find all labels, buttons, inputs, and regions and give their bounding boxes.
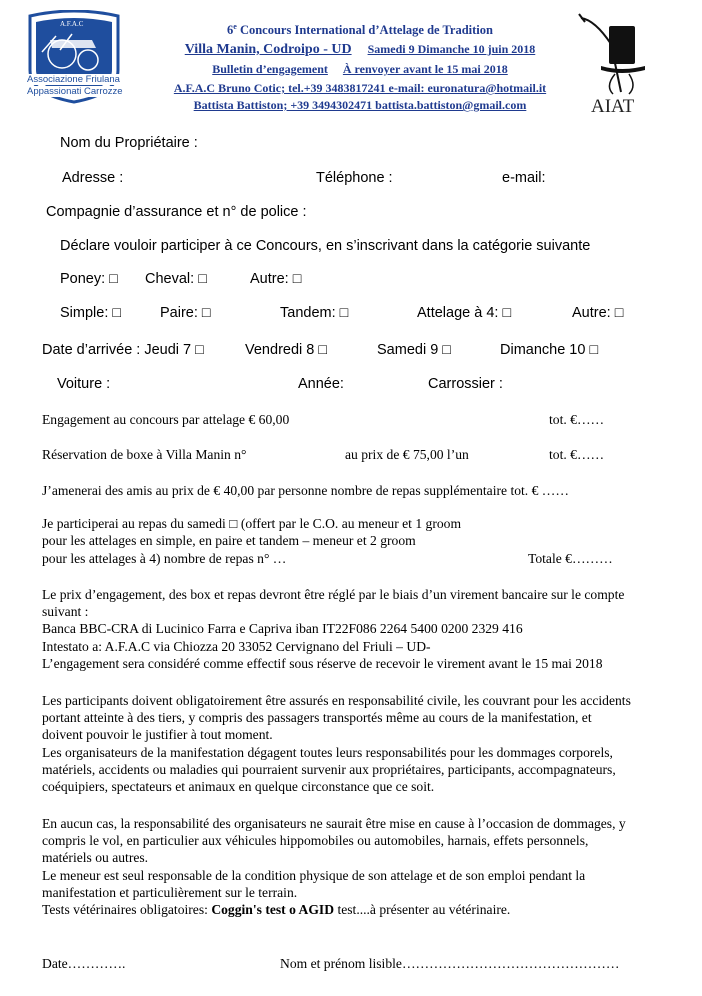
responsibility-line: matériels ou autres.: [42, 850, 149, 866]
name-field[interactable]: Nom et prénom lisible…………………………………………: [280, 956, 620, 971]
meal-line2: pour les attelages en simple, en paire et tandem – meneur et 2 groom: [42, 533, 416, 548]
liability-line: portant atteinte à des tiers, y compris des passagers transportés même au cours de la manifestation, et: [42, 710, 592, 726]
carrossier-label: Carrossier :: [428, 376, 503, 392]
arrival-dimanche-checkbox[interactable]: Dimanche 10 □: [500, 342, 599, 358]
liability-line: Les participants doivent obligatoirement être assurés en responsabilité civile, les couvrant pour les accidents: [42, 693, 631, 708]
liability-line: Les organisateurs de la manifestation dégagent toutes leurs responsabilités pour les dommages corporels,: [42, 744, 613, 760]
logo-line1: Associazione Friulana: [27, 74, 120, 85]
email-label: e-mail:: [502, 170, 546, 186]
voiture-label: Voiture :: [57, 376, 111, 392]
box-price: au prix de € 75,00 l’un: [345, 447, 469, 462]
header-line2: Villa Manin, Codroipo - UD Samedi 9 Dimanche 10 juin 2018: [184, 42, 536, 57]
logo-line2: Appassionati Carrozze: [27, 86, 123, 97]
address-label: Adresse :: [62, 170, 124, 186]
aiat-text: AIAT: [591, 96, 635, 117]
payment-line: suivant :: [42, 604, 89, 620]
top-hat-whip-icon: [575, 8, 665, 98]
meal-total: Totale €………: [528, 551, 613, 566]
arrival-vendredi-checkbox[interactable]: Vendredi 8 □: [245, 342, 328, 358]
vet-tests-line: Tests vétérinaires obligatoires: Coggin's test o AGID test....à présenter au vétérinaire.: [42, 902, 511, 918]
box-reservation: Réservation de boxe à Villa Manin n°: [42, 447, 247, 462]
responsibility-line: En aucun cas, la responsabilité des organisateurs ne saurait être mise en cause à l’occasion de dommages, y: [42, 816, 626, 831]
liability-paragraph: [42, 692, 682, 795]
friends-meal: J’amenerai des amis au prix de € 40,00 par personne nombre de repas supplémentaire tot. € ……: [42, 483, 569, 498]
autre1-checkbox[interactable]: Autre: □: [250, 271, 302, 287]
liability-line: matériels, accidents ou maladies qui pourraient survenir aux propriétaires, participants, accompagnateurs,: [42, 761, 616, 777]
responsibility-line: Le meneur est seul responsable de la condition physique de son attelage et de son emploi pendant la: [42, 867, 586, 883]
aiat-logo: [575, 8, 665, 120]
arrival-samedi-checkbox[interactable]: Samedi 9 □: [377, 342, 452, 358]
liability-line: coéquipiers, spectateurs et animaux en quelque circonstance que ce soit.: [42, 779, 435, 795]
autre2-checkbox[interactable]: Autre: □: [572, 305, 624, 321]
engagement-fee: Engagement au concours par attelage € 60,00: [42, 412, 290, 427]
declare-text: Déclare vouloir participer à ce Concours, en s’inscrivant dans la catégorie suivante: [60, 238, 591, 254]
payment-line: Intestato a: A.F.A.C via Chiozza 20 33052 Cervignano del Friuli – UD-: [42, 638, 431, 654]
attelage4-checkbox[interactable]: Attelage à 4: □: [417, 305, 512, 321]
payment-line: Le prix d’engagement, des box et repas devront être réglé par le biais d’un virement bancaire sur le compte: [42, 587, 625, 602]
annee-label: Année:: [298, 376, 344, 392]
poney-checkbox[interactable]: Poney: □: [60, 271, 118, 287]
responsibility-line: manifestation et particulièrement sur le terrain.: [42, 884, 298, 900]
afac-logo: [22, 10, 126, 104]
liability-line: doivent pouvoir le justifier à tout moment.: [42, 727, 273, 743]
responsibility-paragraph: [42, 815, 682, 918]
logo-top-text: A.F.A.C: [60, 20, 84, 28]
paire-checkbox[interactable]: Paire: □: [160, 305, 211, 321]
responsibility-line: compris le vol, en particulier aux véhicules hippomobiles ou automobiles, harnais, effets personnels,: [42, 833, 589, 849]
meal-line1: Je participerai au repas du samedi □ (offert par le C.O. au meneur et 1 groom: [42, 516, 462, 531]
header-line1: 6e Concours International d’Attelage de Tradition: [227, 22, 493, 38]
tandem-checkbox[interactable]: Tandem: □: [280, 305, 349, 321]
owner-label: Nom du Propriétaire :: [60, 135, 198, 151]
phone-label: Téléphone :: [316, 170, 393, 186]
insurance-label: Compagnie d’assurance et n° de police :: [46, 204, 307, 220]
engagement-total: tot. €……: [549, 412, 605, 427]
header-line4: A.F.A.C Bruno Cotic; tel.+39 3483817241 e-mail: euronatura@hotmail.it: [173, 81, 547, 95]
box-total: tot. €……: [549, 447, 605, 462]
meal-line3: pour les attelages à 4) nombre de repas n° …: [42, 551, 287, 566]
simple-checkbox[interactable]: Simple: □: [60, 305, 122, 321]
header-line3: Bulletin d’engagement À renvoyer avant le 15 mai 2018: [212, 62, 508, 76]
cheval-checkbox[interactable]: Cheval: □: [145, 271, 207, 287]
arrival-jeudi-checkbox[interactable]: Date d’arrivée : Jeudi 7 □: [42, 342, 204, 358]
date-field[interactable]: Date………….: [42, 956, 126, 971]
payment-line: Banca BBC-CRA di Lucinico Farra e Capriva iban IT22F086 2264 5400 0200 2329 416: [42, 621, 523, 637]
payment-line: L’engagement sera considéré comme effectif sous réserve de recevoir le virement avant le 15 mai 2018: [42, 655, 603, 671]
payment-paragraph: [42, 586, 682, 672]
header-line5: Battista Battiston; +39 3494302471 battista.battiston@gmail.com: [193, 98, 527, 112]
